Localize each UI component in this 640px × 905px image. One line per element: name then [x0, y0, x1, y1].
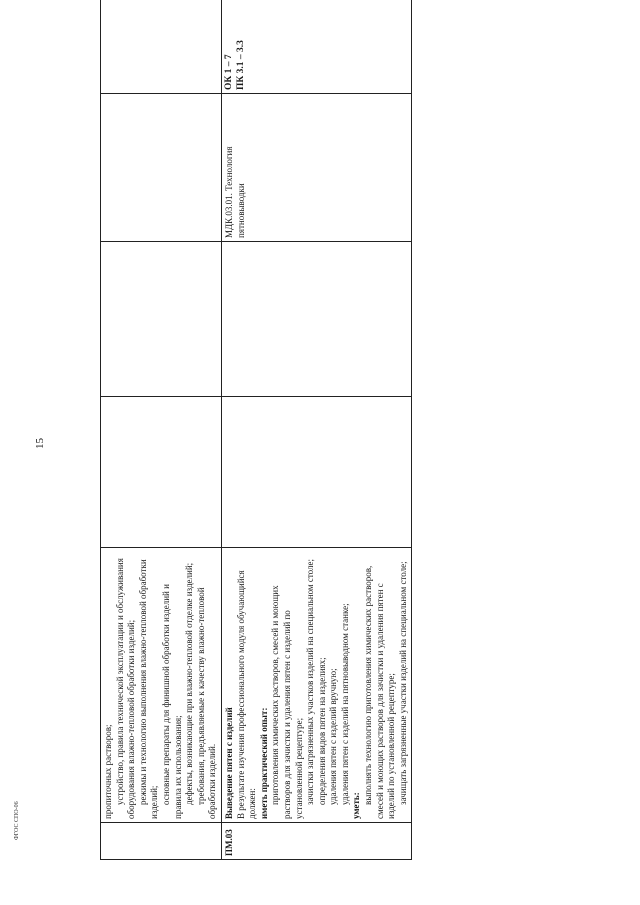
competency-ok: ОК 1 – 7 [223, 54, 234, 90]
cell-mdk-empty [101, 94, 222, 242]
competency-pk: ПК 3.1 – 3.3 [235, 40, 246, 90]
module-title: Выведение пятен с изделий [223, 707, 234, 819]
module-intro: В результате изучения профессионального модуля обучающийся должен: [235, 570, 258, 819]
desc-line: требования, предъявляемые к качеству влажно-тепловой обработки изделий. [195, 587, 218, 819]
practice-item: приготовления химических растворов, смесей и моющих растворов для зачистки и удаления пятен с изделий по установленной рецептуре; [270, 585, 304, 819]
cell-competencies [221, 0, 412, 94]
skills-item: зачищать загрязненные участки изделий на специальном столе; [397, 561, 408, 805]
practice-item: зачистки загрязненных участков изделий на специальном столе; [305, 558, 316, 805]
rotated-table-wrapper [100, 40, 408, 860]
practice-item: определения видов пятен на изделиях; [316, 657, 327, 805]
table-row [101, 0, 222, 860]
practice-item: удаления пятен с изделий вручную; [328, 668, 339, 805]
cell-empty [101, 242, 222, 397]
cell-code-empty [101, 823, 222, 860]
cell-description [221, 548, 412, 823]
cell-empty [221, 242, 412, 397]
desc-line: основные препараты для финишной обработки изделий и правила их использования; [160, 584, 183, 819]
cell-description [101, 548, 222, 823]
practice-item: удаления пятен с изделий на пятновыводном станке; [339, 603, 350, 805]
desc-line: дефекты, возникающие при влажно-тепловой отделке изделий; [184, 562, 195, 805]
page-number: 15 [34, 438, 46, 449]
desc-line: режимы и технологию выполнения влажно-тепловой обработки изделий; [137, 559, 160, 819]
table-row [221, 0, 412, 860]
curriculum-table [100, 0, 412, 860]
cell-mdk: МДК.03.01. Технология пятновыводки [221, 94, 412, 242]
footer-code: ФГОС СПО-06 [14, 801, 20, 840]
practice-label: иметь практический опыт: [258, 707, 269, 819]
cell-competencies-empty [101, 0, 222, 94]
desc-line: пропиточных растворов; [103, 724, 113, 819]
skills-label: уметь: [351, 792, 362, 819]
cell-empty [101, 397, 222, 548]
cell-empty [221, 397, 412, 548]
desc-line: устройство, правила технической эксплуатации и обслуживания оборудования влажно-тепловой обработки изделий; [114, 558, 137, 819]
skills-item: выполнять технологию приготовления химических растворов, смесей и моющих растворов для зачистки и удаления пятен с изделий по установленной рецептуре; [363, 565, 397, 819]
cell-module-code: ПМ.03 [221, 823, 412, 860]
